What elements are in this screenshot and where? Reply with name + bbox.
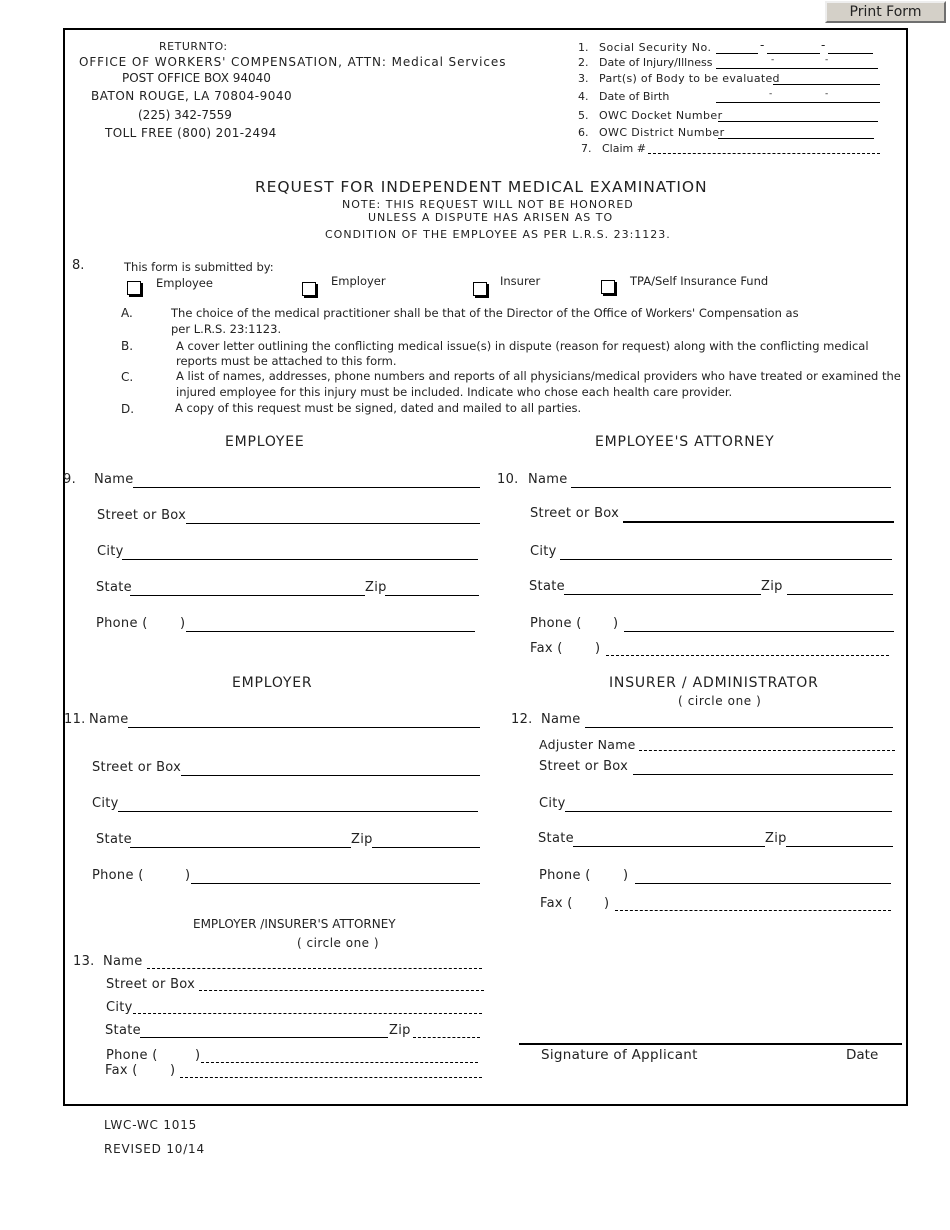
attorney-phone-paren: ) (195, 1048, 201, 1063)
note-line-1: NOTE: THIS REQUEST WILL NOT BE HONORED (342, 198, 634, 211)
revised-date: REVISED 10/14 (104, 1142, 205, 1156)
tpa-checkbox[interactable] (601, 280, 615, 294)
attorney-state-field[interactable] (140, 1037, 388, 1038)
field-num: 6. (578, 126, 589, 139)
employee-attorney-state-label: State (529, 579, 565, 594)
employee-attorney-fax-field[interactable] (606, 655, 889, 656)
dash: - (769, 89, 773, 99)
requirement-text: A cover letter outlining the conflicting medical issue(s) in dispute (reason for request) along with the conflicting medical (176, 339, 869, 353)
insurer-city-label: City (539, 796, 566, 811)
insurer-checkbox[interactable] (473, 282, 487, 296)
employer-zip-field[interactable] (372, 847, 480, 848)
print-form-button[interactable]: Print Form (825, 1, 946, 23)
insurer-street-field[interactable] (633, 774, 893, 775)
employee-attorney-heading: EMPLOYEE'S ATTORNEY (595, 434, 775, 450)
emp-ins-attorney-circle-one: ( circle one ) (297, 936, 380, 950)
return-to-office: OFFICE OF WORKERS' COMPENSATION, ATTN: Medical Services (79, 55, 507, 69)
attorney-state-label: State (105, 1023, 141, 1038)
employer-city-label: City (92, 796, 119, 811)
employer-heading: EMPLOYER (232, 675, 313, 691)
attorney-zip-label: Zip (389, 1023, 411, 1038)
requirement-letter: A. (121, 306, 133, 320)
insurer-fax-field[interactable] (615, 910, 891, 911)
insurer-option-label: Insurer (500, 274, 541, 288)
employee-attorney-street-label: Street or Box (530, 506, 620, 521)
body-parts-label: Part(s) of Body to be evaluated (599, 72, 780, 85)
insurer-phone-paren: ) (623, 868, 629, 883)
employee-checkbox[interactable] (127, 281, 141, 295)
signature-date-label: Date (846, 1047, 879, 1063)
employer-street-label: Street or Box (92, 760, 182, 775)
insurer-fax-label: Fax ( (540, 896, 573, 911)
employer-state-label: State (96, 832, 132, 847)
employee-attorney-name-field[interactable] (571, 487, 891, 488)
adjuster-name-label: Adjuster Name (539, 737, 636, 752)
employee-zip-label: Zip (365, 580, 387, 595)
note-line-2: UNLESS A DISPUTE HAS ARISEN AS TO (368, 211, 614, 224)
docket-field[interactable] (718, 121, 878, 122)
requirement-letter: B. (121, 339, 134, 353)
field-num: 4. (578, 90, 589, 103)
section-13-number: 13. (73, 954, 95, 969)
attorney-street-field[interactable] (199, 990, 484, 991)
employee-street-label: Street or Box (97, 508, 187, 523)
attorney-zip-field[interactable] (413, 1037, 480, 1038)
employer-phone-label: Phone ( (92, 868, 144, 883)
requirement-text: reports must be attached to this form. (176, 354, 397, 368)
insurer-state-label: State (538, 831, 574, 846)
employer-phone-field[interactable] (191, 883, 480, 884)
attorney-street-label: Street or Box (106, 977, 196, 992)
employee-attorney-street-field[interactable] (623, 521, 894, 523)
employee-city-label: City (97, 544, 124, 559)
insurer-phone-label: Phone ( (539, 868, 591, 883)
section-10-number: 10. (497, 472, 519, 487)
field-num: 3. (578, 72, 589, 85)
injury-date-label: Date of Injury/Illness (599, 56, 713, 69)
employee-attorney-name-label: Name (528, 472, 568, 487)
district-field[interactable] (718, 138, 874, 139)
dash: - (760, 38, 765, 52)
section-9-number: 9. (63, 472, 77, 487)
dash: - (825, 89, 829, 99)
employer-checkbox[interactable] (302, 282, 316, 296)
employee-name-field[interactable] (133, 487, 480, 488)
ssn-part2[interactable] (767, 53, 820, 54)
dash: - (821, 38, 826, 52)
form-number: LWC-WC 1015 (104, 1118, 198, 1132)
employer-name-label: Name (89, 712, 129, 727)
insurer-state-field[interactable] (573, 846, 765, 847)
employee-phone-paren: ) (180, 616, 186, 631)
dob-label: Date of Birth (599, 90, 670, 103)
employee-attorney-fax-paren: ) (595, 641, 601, 656)
employer-zip-label: Zip (351, 832, 373, 847)
field-num: 5. (578, 109, 589, 122)
dash: - (825, 55, 829, 65)
return-to-toll-free: TOLL FREE (800) 201-2494 (105, 126, 277, 140)
dash: - (771, 55, 775, 65)
employee-name-label: Name (94, 472, 134, 487)
dob-field[interactable] (716, 102, 880, 103)
ssn-part1[interactable] (716, 53, 758, 54)
employee-attorney-phone-paren: ) (613, 616, 619, 631)
insurer-name-field[interactable] (585, 727, 893, 728)
employer-city-field[interactable] (118, 811, 478, 812)
attorney-fax-field[interactable] (180, 1077, 482, 1078)
employee-attorney-city-label: City (530, 544, 557, 559)
section-8-number: 8. (72, 258, 85, 273)
note-line-3: CONDITION OF THE EMPLOYEE AS PER L.R.S. 23:1123. (325, 228, 671, 241)
attorney-name-label: Name (103, 954, 143, 969)
field-num: 1. (578, 41, 589, 54)
attorney-phone-label: Phone ( (106, 1048, 158, 1063)
section-12-number: 12. (511, 712, 533, 727)
employee-city-field[interactable] (122, 559, 478, 560)
employee-zip-field[interactable] (385, 595, 479, 596)
docket-label: OWC Docket Number (599, 109, 723, 122)
employee-attorney-phone-label: Phone ( (530, 616, 582, 631)
requirement-text: The choice of the medical practitioner shall be that of the Director of the Office of Workers' Compensation as (171, 306, 799, 320)
insurer-zip-field[interactable] (786, 846, 893, 847)
insurer-fax-paren: ) (604, 896, 610, 911)
employee-option-label: Employee (156, 276, 213, 290)
adjuster-name-field[interactable] (639, 750, 895, 751)
employee-attorney-zip-field[interactable] (787, 594, 893, 595)
insurer-phone-field[interactable] (635, 883, 891, 884)
insurer-zip-label: Zip (765, 831, 787, 846)
employee-street-field[interactable] (186, 523, 480, 524)
employer-street-field[interactable] (181, 775, 480, 776)
signature-line[interactable] (519, 1043, 902, 1045)
attorney-fax-label: Fax ( (105, 1063, 138, 1078)
attorney-fax-paren: ) (170, 1063, 176, 1078)
employer-phone-paren: ) (185, 868, 191, 883)
ssn-label: Social Security No. (599, 41, 712, 54)
employee-attorney-state-field[interactable] (564, 594, 761, 595)
attorney-city-label: City (106, 1000, 133, 1015)
employer-option-label: Employer (331, 274, 386, 288)
field-num: 2. (578, 56, 589, 69)
field-num: 7. (581, 142, 592, 155)
employee-attorney-zip-label: Zip (761, 579, 783, 594)
employee-phone-field[interactable] (186, 631, 475, 632)
attorney-city-field[interactable] (133, 1013, 482, 1014)
tpa-option-label: TPA/Self Insurance Fund (630, 274, 769, 288)
requirement-text: per L.R.S. 23:1123. (171, 322, 282, 336)
insurer-city-field[interactable] (565, 811, 892, 812)
return-to-pobox: POST OFFICE BOX 94040 (122, 71, 271, 85)
injury-date-field[interactable] (716, 68, 878, 69)
signature-label: Signature of Applicant (541, 1047, 698, 1063)
employee-attorney-phone-field[interactable] (624, 631, 894, 632)
return-to-label: RETURNTO: (159, 40, 228, 53)
employee-state-field[interactable] (130, 595, 365, 596)
district-label: OWC District Number (599, 126, 725, 139)
insurer-heading: INSURER / ADMINISTRATOR (609, 675, 819, 691)
requirement-letter: D. (121, 402, 135, 416)
employer-name-field[interactable] (128, 727, 480, 728)
insurer-street-label: Street or Box (539, 759, 629, 774)
employee-attorney-fax-label: Fax ( (530, 641, 563, 656)
requirement-text: injured employee for this injury must be included. Indicate who chose each health care provider. (176, 385, 733, 399)
employee-attorney-city-field[interactable] (560, 559, 892, 560)
ssn-part3[interactable] (828, 53, 873, 54)
submitted-by-label: This form is submitted by: (124, 260, 274, 274)
page-title: REQUEST FOR INDEPENDENT MEDICAL EXAMINATION (255, 178, 708, 196)
attorney-phone-field[interactable] (201, 1062, 478, 1063)
claim-label: Claim # (602, 142, 646, 155)
body-parts-field[interactable] (773, 84, 880, 85)
return-to-phone: (225) 342-7559 (138, 108, 232, 122)
insurer-circle-one: ( circle one ) (678, 694, 762, 708)
employee-state-label: State (96, 580, 132, 595)
attorney-name-field[interactable] (147, 968, 482, 969)
claim-field[interactable] (648, 153, 880, 154)
requirement-letter: C. (121, 370, 134, 384)
employer-state-field[interactable] (130, 847, 351, 848)
return-to-city: BATON ROUGE, LA 70804-9040 (91, 89, 293, 103)
employee-phone-label: Phone ( (96, 616, 148, 631)
emp-ins-attorney-heading: EMPLOYER /INSURER'S ATTORNEY (193, 917, 396, 931)
employee-heading: EMPLOYEE (225, 434, 305, 450)
section-11-number: 11. (64, 712, 86, 727)
insurer-name-label: Name (541, 712, 581, 727)
requirement-text: A list of names, addresses, phone numbers and reports of all physicians/medical providers who have treated or examined the (176, 369, 901, 383)
requirement-text: A copy of this request must be signed, dated and mailed to all parties. (175, 401, 582, 415)
